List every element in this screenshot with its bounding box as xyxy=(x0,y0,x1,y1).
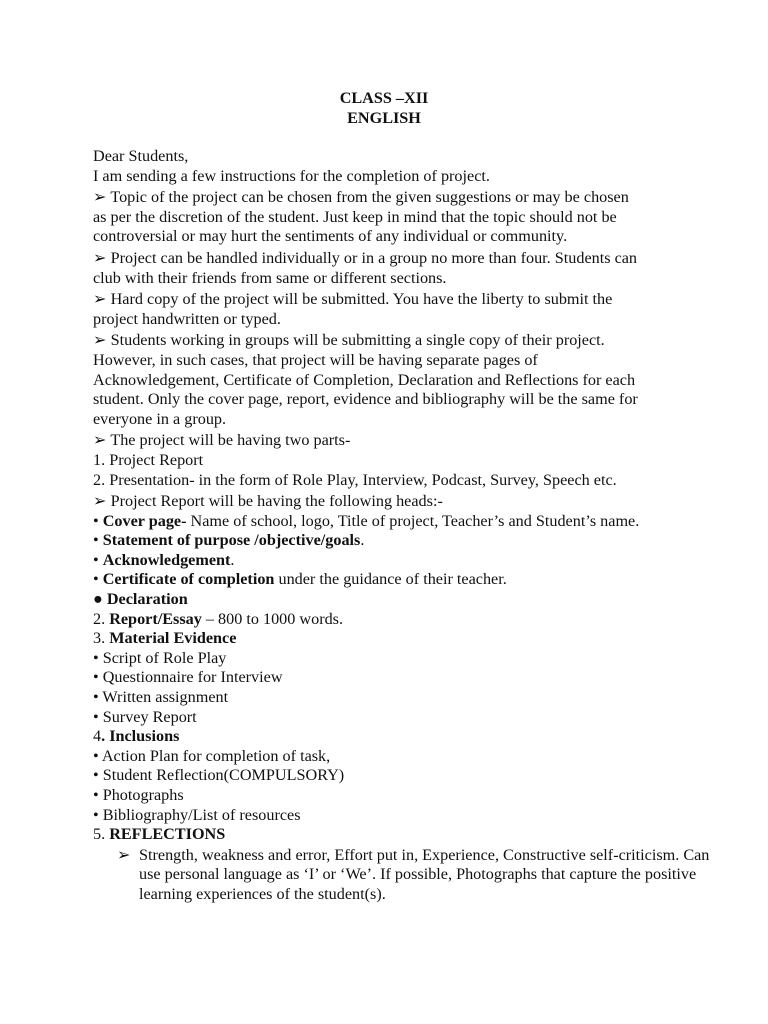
instruction-line: 1. Project Report xyxy=(93,450,204,469)
head-inclusions xyxy=(93,727,713,747)
head-label: Statement of purpose /objective/goals xyxy=(102,531,361,550)
head-text: Name of school, logo, Title of project, Teacher’s and Student’s name. xyxy=(186,511,640,530)
instruction-line: 2. Presentation- in the form of Role Play, Interview, Podcast, Survey, Speech etc. xyxy=(93,470,617,489)
bullet: • xyxy=(93,550,103,569)
material-item: • Survey Report xyxy=(93,707,197,726)
reflections-detail xyxy=(93,846,713,905)
instruction-line: Acknowledgement, Certificate of Completion, Declaration and Reflections for each xyxy=(93,370,636,389)
item-number: 2. xyxy=(93,609,110,628)
instruction-line: ➢ Project Report will be having the following heads:- xyxy=(93,492,443,511)
instruction-line: student. Only the cover page, report, evidence and bibliography will be the same for xyxy=(93,390,638,409)
material-item: • Written assignment xyxy=(93,688,229,707)
head-label: Material Evidence xyxy=(109,629,237,648)
instruction-line: ➢ Topic of the project can be chosen from the given suggestions or may be chosen xyxy=(93,188,629,207)
head-label: REFLECTIONS xyxy=(109,825,226,844)
head-text: under the guidance of their teacher. xyxy=(274,570,507,589)
document-body xyxy=(93,147,713,905)
head-report-essay xyxy=(93,610,713,630)
instruction-line: controversial or may hurt the sentiments of any individual or community. xyxy=(93,227,568,246)
arrow-bullet-icon: ➢ xyxy=(117,845,131,864)
instruction-line: club with their friends from same or different sections. xyxy=(93,268,447,287)
class-heading: CLASS –XII xyxy=(339,89,429,107)
inclusion-item: • Action Plan for completion of task, xyxy=(93,746,331,765)
bullet: • xyxy=(93,511,103,530)
head-label: Certificate of completion xyxy=(102,570,275,589)
head-label: Acknowledgement xyxy=(102,550,231,569)
item-number: 3. xyxy=(93,629,110,648)
instruction-line: ➢ The project will be having two parts- xyxy=(93,431,351,450)
instruction-line: ➢ Hard copy of the project will be submitted. You have the liberty to submit the xyxy=(93,290,613,309)
instruction-line: project handwritten or typed. xyxy=(93,309,281,328)
head-reflections xyxy=(93,825,713,845)
head-label: Report/Essay xyxy=(109,609,202,628)
head-text: . xyxy=(230,550,235,569)
head-text: – 800 to 1000 words. xyxy=(201,609,344,628)
inclusion-item: • Photographs xyxy=(93,786,184,804)
subject-heading: ENGLISH xyxy=(347,109,421,127)
head-statement-of-purpose xyxy=(93,531,713,551)
item-number: 4 xyxy=(93,727,102,746)
reflections-text: Strength, weakness and error, Effort put in, Experience, Constructive self-criticism. Can use personal language as ‘I’ or ‘We’. If possible, Photographs that capture the positive learning experiences of the student(s). xyxy=(139,845,710,903)
head-cover-page xyxy=(93,512,713,532)
instruction-line: everyone in a group. xyxy=(93,409,227,428)
inclusion-item: • Student Reflection(COMPULSORY) xyxy=(93,766,345,785)
head-label: Cover page- xyxy=(102,511,187,530)
bullet: ● xyxy=(93,590,107,609)
bullet: • xyxy=(93,570,103,589)
material-item: • Questionnaire for Interview xyxy=(93,668,283,687)
material-item: • Script of Role Play xyxy=(93,648,227,667)
head-certificate xyxy=(93,570,713,590)
head-declaration xyxy=(93,590,713,610)
opening-line: I am sending a few instructions for the completion of project. xyxy=(93,166,490,185)
head-label: . Inclusions xyxy=(101,727,180,746)
instruction-line: ➢ Students working in groups will be submitting a single copy of their project. xyxy=(93,331,605,350)
head-acknowledgement xyxy=(93,551,713,571)
head-label: Declaration xyxy=(106,590,188,609)
item-number: 5. xyxy=(93,825,110,844)
bullet: • xyxy=(93,531,103,550)
head-material-evidence xyxy=(93,629,713,649)
head-text: . xyxy=(360,531,365,550)
instruction-line: However, in such cases, that project will be having separate pages of xyxy=(93,350,538,369)
salutation: Dear Students, xyxy=(93,147,189,165)
inclusion-item: • Bibliography/List of resources xyxy=(93,805,301,824)
instruction-line: as per the discretion of the student. Just keep in mind that the topic should not be xyxy=(93,207,617,226)
instruction-line: ➢ Project can be handled individually or in a group no more than four. Students can xyxy=(93,248,638,267)
